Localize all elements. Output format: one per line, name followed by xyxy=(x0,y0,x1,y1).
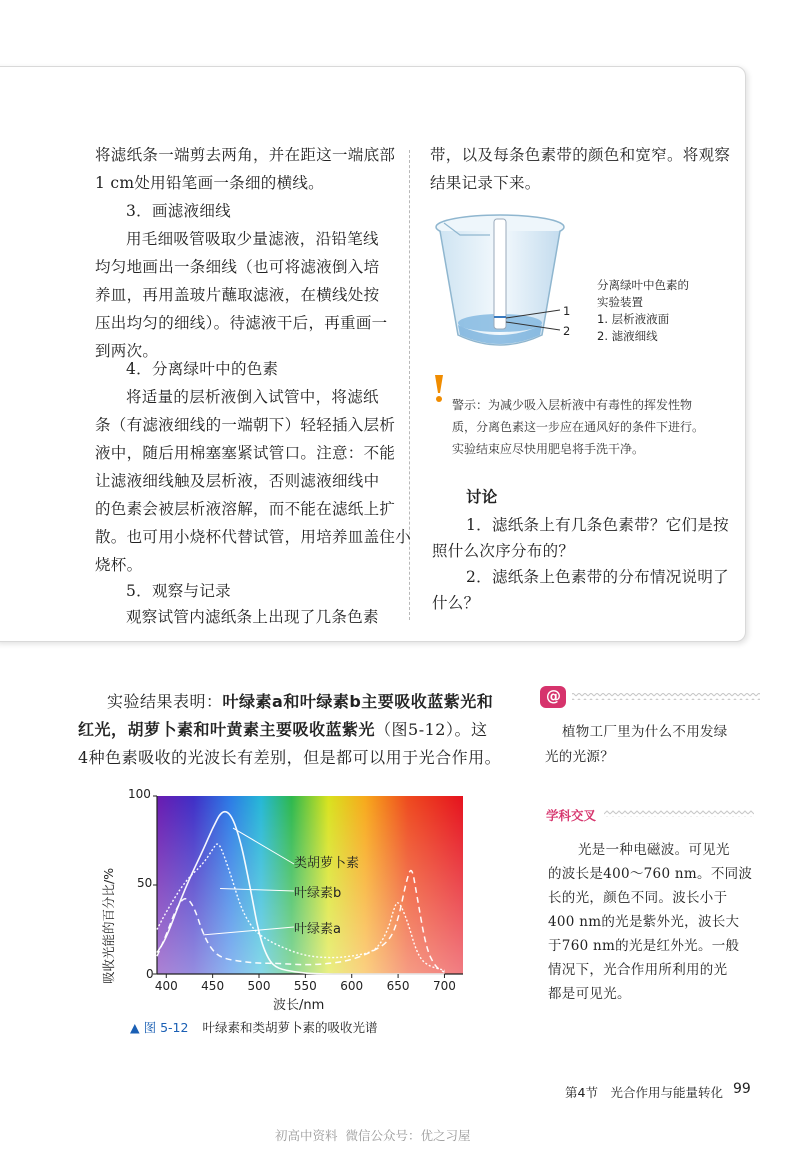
apparatus-caption-1: 分离绿叶中色素的 xyxy=(597,278,689,292)
warning-icon xyxy=(432,373,446,403)
apparatus-caption-2: 实验装置 xyxy=(597,295,643,309)
step4-heading: 4．分离绿叶中的色素 xyxy=(126,360,279,378)
figure-label: 图 5-12 xyxy=(143,1020,189,1035)
label-carotenoid: 类胡萝卜素 xyxy=(294,856,360,871)
left-line-1: 将滤纸条一端剪去两角，并在距这一端底部 xyxy=(95,146,396,164)
left-line-2: 1 cm处用铅笔画一条细的横线。 xyxy=(95,174,324,192)
step3-heading: 3．画滤液细线 xyxy=(126,202,231,220)
left-line-15: 散。也可用小烧杯代替试管，用培养皿盖住小 xyxy=(95,528,412,546)
page-number: 99 xyxy=(733,1081,751,1097)
watermark-text: 初高中资料 微信公众号：优之习屋 xyxy=(275,1128,471,1143)
y-tick-100: 100 xyxy=(128,787,151,801)
label-chlorophyll-a: 叶绿素a xyxy=(294,922,341,937)
question-line-2: 光的光源？ xyxy=(545,749,614,765)
cross-line-1: 光是一种电磁波。可见光 xyxy=(578,842,730,858)
left-line-16: 烧杯。 xyxy=(95,556,143,574)
cross-line-2: 的波长是400～760 nm。不同波 xyxy=(548,866,753,882)
beaker-illustration xyxy=(430,205,570,365)
cross-line-7: 都是可见光。 xyxy=(548,986,631,1002)
warning-line-2: 质，分离色素这一步应在通风好的条件下进行。 xyxy=(452,420,705,434)
left-line-10: 将适量的层析液倒入试管中，将滤纸 xyxy=(126,388,379,406)
warning-line-1: 警示：为减少吸入层析液中有毒性的挥发性物 xyxy=(452,398,693,412)
left-line-13: 让滤液细线触及层析液，否则滤液细线中 xyxy=(95,472,380,490)
left-line-8: 到两次。 xyxy=(95,342,159,360)
cross-title: 学科交叉 xyxy=(546,808,597,823)
label-chlorophyll-b: 叶绿素b xyxy=(294,886,342,901)
figure-marker: ▲ xyxy=(130,1020,140,1035)
discussion-title: 讨论 xyxy=(466,488,498,506)
x-tick-label-400: 400 xyxy=(154,979,178,993)
cross-divider xyxy=(604,810,754,818)
step5-heading: 5．观察与记录 xyxy=(126,582,231,600)
right-line-2: 结果记录下来。 xyxy=(430,174,541,192)
question-header xyxy=(540,686,760,708)
left-line-18: 观察试管内滤纸条上出现了几条色素 xyxy=(126,608,379,626)
discussion-q1-line1: 1．滤纸条上有几条色素带？它们是按 xyxy=(466,516,729,534)
figure-caption-text: 叶绿素和类胡萝卜素的吸收光谱 xyxy=(202,1020,378,1035)
left-line-6: 养皿，再用盖玻片蘸取滤液，在横线处按 xyxy=(95,286,380,304)
question-line-1: 植物工厂里为什么不用发绿 xyxy=(562,724,728,740)
apparatus-item-2: 2. 滤液细线 xyxy=(597,329,658,343)
left-line-12: 液中，随后用棉塞塞紧试管口。注意：不能 xyxy=(95,444,396,462)
y-axis-label: 吸收光能的百分比/% xyxy=(101,867,116,984)
apparatus-item-1: 1. 层析液液面 xyxy=(597,312,670,326)
figure-caption xyxy=(130,1019,377,1036)
pointer-lines xyxy=(498,300,571,340)
pointer-label-2: 2 xyxy=(563,324,571,338)
x-tick-label-550: 550 xyxy=(293,979,317,993)
y-tick-50: 50 xyxy=(137,876,153,890)
main-line-3: 4种色素吸收的光波长有差别，但是都可以用于光合作用。 xyxy=(78,748,502,767)
discussion-q2-line2: 什么？ xyxy=(432,594,480,612)
left-line-4: 用毛细吸管吸取少量滤液，沿铅笔线 xyxy=(126,230,379,248)
left-line-7: 压出均匀的细线）。待滤液干后，再重画一 xyxy=(95,314,388,332)
footer-section-title: 第4节 光合作用与能量转化 xyxy=(565,1085,723,1100)
main-line-1-bold: 叶绿素a和叶绿素b主要吸收蓝紫光和 xyxy=(222,692,494,711)
question-divider xyxy=(572,693,760,700)
x-tick-label-650: 650 xyxy=(386,979,410,993)
cross-line-6: 情况下，光合作用所利用的光 xyxy=(548,962,728,978)
right-line-1: 带，以及每条色素带的颜色和宽窄。将观察 xyxy=(430,146,731,164)
cross-line-5: 于760 nm的光是红外光。一般 xyxy=(548,938,740,954)
left-line-5: 均匀地画出一条细线（也可将滤液倒入培 xyxy=(95,258,380,276)
discussion-q1-line2: 照什么次序分布的？ xyxy=(432,542,575,560)
cross-line-4: 400 nm的光是紫外光，波长大 xyxy=(548,914,740,930)
y-tick-0: 0 xyxy=(146,967,154,981)
x-tick-label-450: 450 xyxy=(201,979,225,993)
x-tick-label-600: 600 xyxy=(340,979,364,993)
question-icon: @ xyxy=(546,687,561,705)
main-line-2-normal: （图5-12）。这 xyxy=(375,720,488,739)
discussion-q2-line1: 2．滤纸条上色素带的分布情况说明了 xyxy=(466,568,729,586)
main-line-2-bold: 红光，胡萝卜素和叶黄素主要吸收蓝紫光 xyxy=(78,720,376,739)
pointer-label-1: 1 xyxy=(563,304,571,318)
cross-line-3: 长的光，颜色不同。波长小于 xyxy=(548,890,728,906)
left-line-14: 的色素会被层析液溶解，而不能在滤纸上扩 xyxy=(95,500,396,518)
left-line-11: 条（有滤液细线的一端朝下）轻轻插入层析 xyxy=(95,416,396,434)
x-tick-label-500: 500 xyxy=(247,979,271,993)
x-axis-label: 波长/nm xyxy=(273,998,325,1013)
x-tick-label-700: 700 xyxy=(433,979,456,993)
main-line-1-normal: 实验结果表明： xyxy=(107,692,223,711)
warning-line-3: 实验结束应尽快用肥皂将手洗干净。 xyxy=(452,442,645,456)
main-line-2 xyxy=(78,716,487,744)
main-line-1 xyxy=(107,688,493,716)
